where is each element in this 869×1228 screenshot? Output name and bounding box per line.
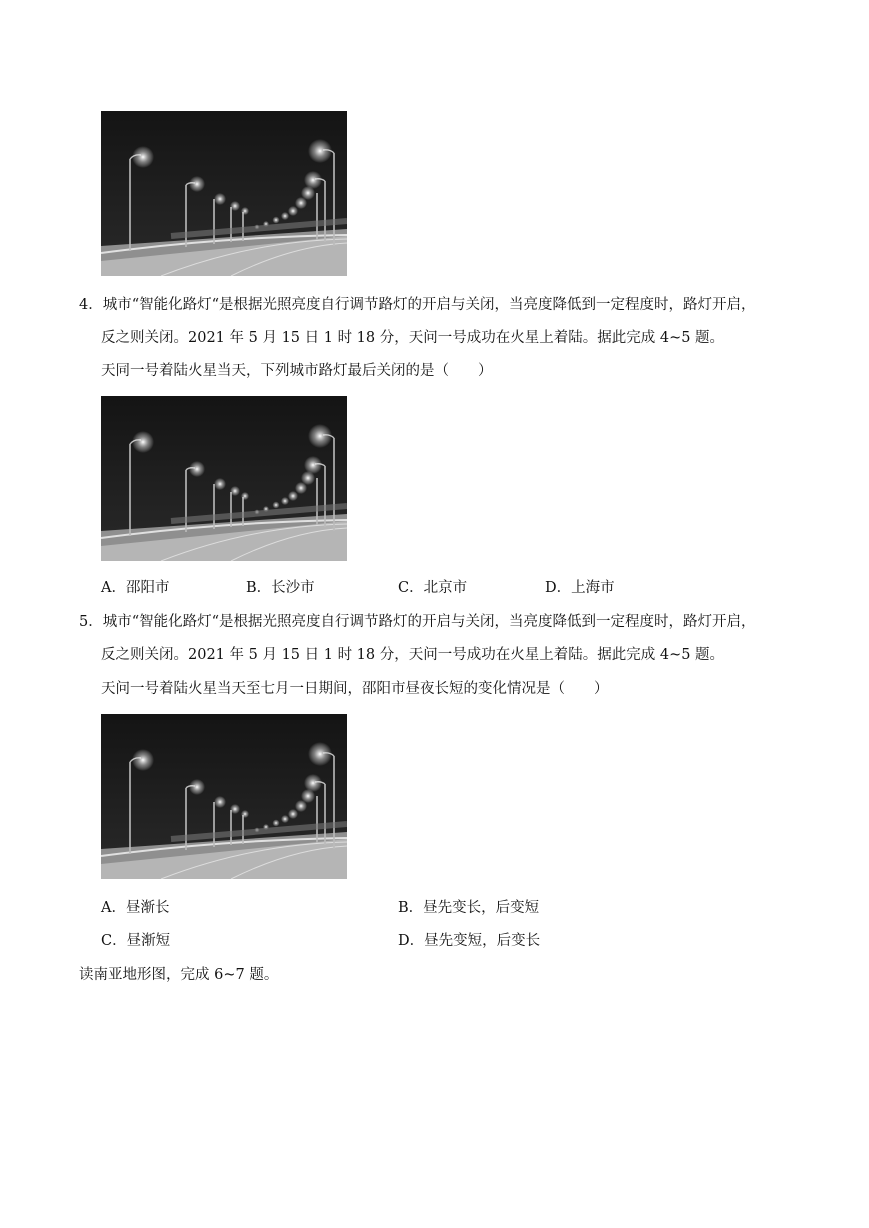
q4-option-d[interactable]: D．上海市 bbox=[545, 580, 615, 596]
q4-option-b[interactable]: B．长沙市 bbox=[246, 580, 315, 596]
street-lamps-night-photo-1 bbox=[101, 111, 347, 276]
q5-stem-line2: 反之则关闭。2021 年 5 月 15 日 1 时 18 分，天问一号成功在火星上着陆。据此完成 4~5 题。 bbox=[101, 647, 725, 663]
section-intro: 读南亚地形图，完成 6~7 题。 bbox=[79, 967, 279, 983]
q4-stem-line2: 反之则关闭。2021 年 5 月 15 日 1 时 18 分，天问一号成功在火星上着陆。据此完成 4~5 题。 bbox=[101, 330, 725, 346]
q5-option-a[interactable]: A．昼渐长 bbox=[101, 900, 170, 916]
q4-option-a[interactable]: A．邵阳市 bbox=[101, 580, 170, 596]
q4-stem-line1: 4．城市“智能化路灯“是根据光照亮度自行调节路灯的开启与关闭，当亮度降低到一定程度时，路灯开启， bbox=[79, 297, 756, 313]
q5-option-b[interactable]: B．昼先变长，后变短 bbox=[398, 900, 540, 916]
q4-option-c[interactable]: C．北京市 bbox=[398, 580, 468, 596]
street-lamps-night-photo-2 bbox=[101, 396, 347, 561]
street-lamps-night-photo-3 bbox=[101, 714, 347, 879]
q5-stem-line1: 5．城市“智能化路灯“是根据光照亮度自行调节路灯的开启与关闭，当亮度降低到一定程度时，路灯开启， bbox=[79, 614, 756, 630]
q5-option-c[interactable]: C．昼渐短 bbox=[101, 933, 171, 949]
q5-option-d[interactable]: D．昼先变短，后变长 bbox=[398, 933, 541, 949]
q5-question: 天问一号着陆火星当天至七月一日期间，邵阳市昼夜长短的变化情况是（ ） bbox=[101, 681, 609, 697]
q4-question: 天同一号着陆火星当天，下列城市路灯最后关闭的是（ ） bbox=[101, 363, 493, 379]
